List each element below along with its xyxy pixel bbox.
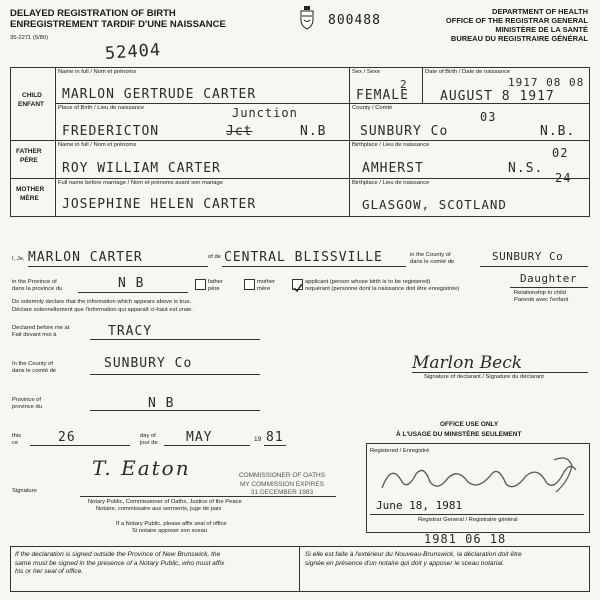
footer-notice-en-1: If the declaration is signed outside the Province of New Brunswick, the [15,551,221,558]
serial-number: 800488 [328,13,381,28]
year-value: 81 [266,430,284,445]
child-name-value: MARLON GERTRUDE CARTER [62,87,257,102]
form-number: 35-2271 (5/80) [10,35,49,41]
office-use-title-fr: À L'USAGE DU MINISTÈRE SEULEMENT [396,431,522,438]
applicant-label-fr: requérant (personne dont la naissance doit être enregistrée) [305,286,460,292]
declared-before-value: TRACY [108,324,153,339]
father-checkbox-label-fr: père [208,286,220,292]
day-of-label-fr: jour de [140,440,158,446]
county-value: SUNBURY Co [104,356,193,371]
residence-value: CENTRAL BLISSVILLE [224,250,383,265]
department-4: BUREAU DU REGISTRAIRE GÉNÉRAL [450,34,588,43]
of-label: of de [208,254,221,260]
applicant-label-en: applicant (person whose birth is to be registered) [305,279,431,285]
department-2: OFFICE OF THE REGISTRAR GENERAL [445,16,588,25]
day-of-label-en: day of [140,433,156,439]
month-value: MAY [186,430,213,445]
i-label: I, Je, [12,256,25,262]
registrar-label: Registrar General / Registraire général [418,517,518,523]
seal-label-en: If a Notary Public, please affix seal of office [116,521,227,527]
stamp-line-3: 31 DECEMBER 1983 [250,489,314,496]
notary-label-en: Notary Public, Commissioner of Oaths, Justice of the Peace [88,499,242,505]
father-birthplace-label: Birthplace / Lieu de naissance [352,142,430,148]
county-of-label-en: in the County of [410,252,451,258]
office-date-numeric: 1981 06 18 [424,532,507,546]
seal-label-fr: Si notaire apposer son sceau [132,528,208,534]
place-insert: Junction [232,106,298,120]
notary-stamp [232,472,332,498]
mere-label: MÈRE [20,195,39,202]
county-code: 03 [480,110,497,124]
place-of-birth-value: FREDERICTON [62,124,160,139]
mother-label: MOTHER [16,186,45,193]
mother-birthplace-label: Birthplace / Lieu de naissance [352,180,430,186]
pere-label: PÈRE [20,157,38,164]
mother-checkbox[interactable] [244,279,255,290]
province-label-fr: dans la province du [12,286,63,292]
stamp-line-1: COMMISSIONER OF OATHS [238,472,326,479]
registered-label: Registered / Enregistré [370,448,430,454]
declarant-signature-label: Signature of declarant / Signature du déclarant [424,374,544,380]
checkmark-icon [293,284,302,293]
father-name-label: Name in full / Nom et prénoms [58,142,137,148]
father-label: FATHER [16,148,42,155]
mother-checkbox-label-en: mother [257,279,276,285]
day-value: 26 [58,430,76,445]
footer-notice-fr [305,551,585,568]
applicant-checkbox[interactable] [292,279,303,290]
sex-code: 2 [400,78,408,91]
mother-name-label: Full name before marriage / Nom et prénoms avant son mariage [58,180,223,186]
county-value: SUNBURY Co [360,124,449,139]
declared-before-label-fr: Fait devant moi à [12,332,57,338]
this-label-fr: ce [12,440,19,446]
province-label-en: in the Province of [12,279,57,285]
relationship-value: Daughter [520,272,577,285]
stamp-line-2: MY COMMISSION EXPIRES [239,480,325,488]
sex-value: FEMALE [356,88,409,103]
mother-checkbox-label-fr: mère [257,286,271,292]
registrar-signature [378,452,578,498]
this-label-en: this [12,433,22,439]
file-number: 52404 [104,40,162,64]
declarant-name: MARLON CARTER [28,250,143,265]
father-birthplace-value: AMHERST [362,161,424,176]
child-label: CHILD [22,92,42,99]
footer-notice-en [15,551,295,577]
child-name-label: Name in full / Nom et prénoms [58,69,137,75]
declared-before-label-en: Declared before me at [12,325,70,331]
place-struck: Jct [226,124,253,139]
form-title-en: DELAYED REGISTRATION OF BIRTH [10,8,176,19]
footer-notice-en-3: his or her seal of office. [15,568,84,575]
notary-label-fr: Notaire, commissaire aux serments, juge de paix [96,506,222,512]
year-prefix: 19 [254,436,262,443]
mother-birthplace-code: 24 [555,171,572,185]
footer-notice-en-2: same must be signed in the presence of a Notary Public, who must affix [15,559,225,567]
department-3: MINISTÈRE DE LA SANTÉ [495,25,588,34]
enfant-label: ENFANT [18,101,44,108]
sex-label: Sex / Sexe [352,69,381,75]
relationship-label-en: Relationship to child [514,290,566,296]
dob-label: Date of Birth / Date de naissance [425,69,511,75]
father-checkbox-label-en: father [208,279,223,285]
father-name-value: ROY WILLIAM CARTER [62,161,221,176]
county-province: N.B. [540,124,576,139]
county-label: County / Comté [352,105,393,111]
county-label-fr: dans le comté de [12,368,57,374]
declarant-signature: Marlon Beck [412,353,523,373]
county-of-label-fr: dans le comté de [410,259,455,265]
mother-name-value: JOSEPHINE HELEN CARTER [62,197,257,212]
mother-birthplace-value: GLASGOW, SCOTLAND [362,197,507,212]
father-checkbox[interactable] [195,279,206,290]
footer-notice-fr-1: Si elle est faite à l'extérieur du Nouveau-Brunswick, la déclaration doit être [305,551,522,558]
province2-label-en: Province of [12,397,41,403]
province2-label-fr: province du [12,404,42,410]
father-birthplace-province: N.S. [508,161,544,176]
county-of-value: SUNBURY Co [492,250,564,263]
notary-signature: T. Eaton [92,456,191,480]
office-use-title-en: OFFICE USE ONLY [440,421,499,428]
registered-date: June 18, 1981 [376,499,463,512]
solemn-declaration-fr: Déclare solennellement que l'information qui apparaît ci-haut est vraie. [12,307,193,313]
dob-numeric: 1917 08 08 [508,76,585,89]
notary-signature-label: Signature [12,488,37,494]
county-label-en: In the County of [12,361,53,367]
father-birthplace-code: 02 [552,146,569,160]
solemn-declaration-en: Do solemnly declare that the information which appears above is true. [12,299,192,305]
place-of-birth-label: Place of Birth / Lieu de naissance [58,105,145,111]
dob-value: AUGUST 8 1917 [440,89,555,104]
department-1: DEPARTMENT OF HEALTH [492,7,588,16]
place-province: N.B [300,124,327,139]
footer-notice-fr-2: signée en présence d'un notaire qui doit y apposer le sceau notarial. [305,559,505,567]
province2-value: N B [148,396,175,411]
provincial-crest-icon [300,6,314,30]
province-value: N B [118,276,145,291]
form-title-fr: ENREGISTREMENT TARDIF D'UNE NAISSANCE [10,19,226,30]
relationship-label-fr: Parenté avec l'enfant [514,297,569,303]
